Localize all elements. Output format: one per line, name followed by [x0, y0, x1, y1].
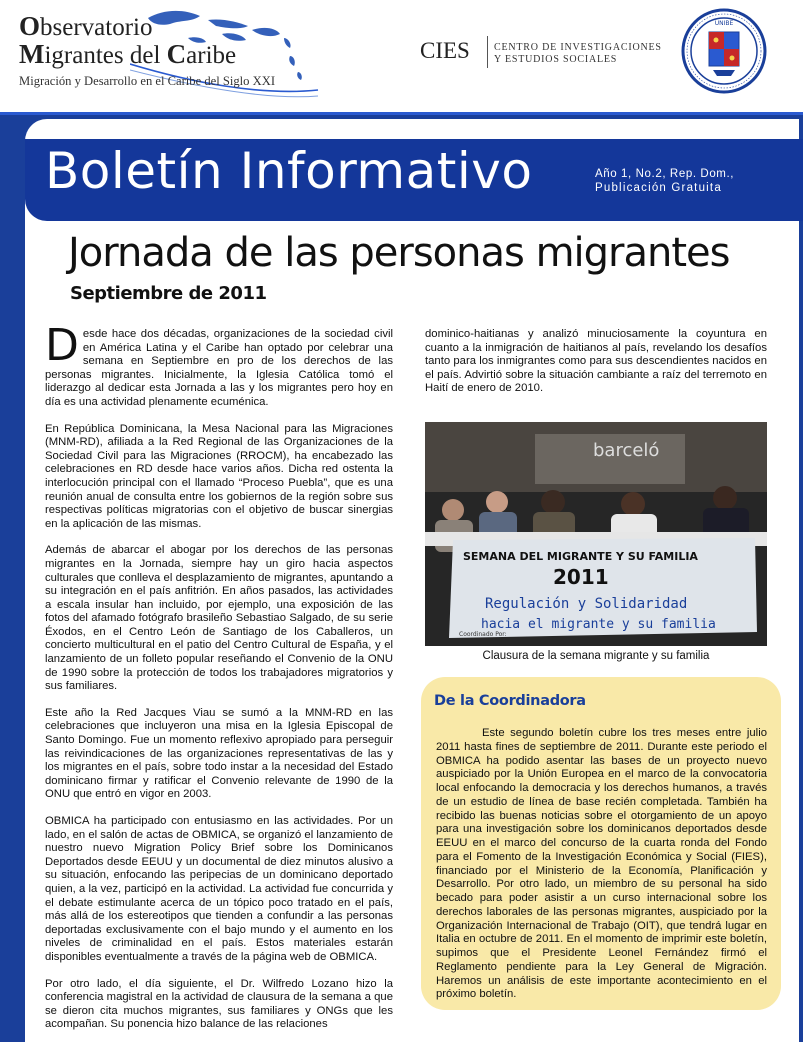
bulletin-free: Publicación Gratuita — [595, 182, 722, 194]
svg-text:UNIBE: UNIBE — [714, 20, 734, 27]
masthead — [0, 0, 803, 112]
paragraph-1: Desde hace dos décadas, organizaciones de la sociedad civil en América Latina y el Caribe han optado por celebrar una semana en Septiembre en pro de los derechos de las personas migrantes. Inicialmente, la Iglesia Católica tomó el liderazgo al dedicar esta Jornada a las y los migrantes pero hoy en día es una actividad plenamente ecuménica. — [45, 320, 393, 408]
photo-banner-small: Coordinado Por: — [459, 631, 507, 638]
photo-caption: Clausura de la semana migrante y su familia — [482, 650, 710, 662]
svg-text:barceló: barceló — [593, 440, 660, 461]
article-date: Septiembre de 2011 — [70, 283, 267, 304]
article-column-right — [425, 328, 767, 409]
paragraph-4: Este año la Red Jacques Viau se sumó a la MNM-RD en las celebraciones que incluyeron una misa en la Iglesia Episcopal de Santo Domingo. Fue un momento reflexivo apropiado para perseguir las reivindicaciones de las organizaciones representativas de las y los migrantes en el país, sobre todo instar a la necesidad del Estado dominicano firmar y ratificar el Convenio relevante de 1990 de la ONU que entró en vigor en 2003. — [45, 706, 393, 801]
paragraph-6-continued: dominico-haitianas y analizó minuciosamente la coyuntura en cuanto a la inmigración de haitianos al país, revelando los desafíos tanto para los inmigrantes como para sus descendientes nacidos en el país. Advirtió sobre la situación cambiante a raíz del terremoto en Haití de enero de 2010. — [425, 328, 767, 395]
frame-accent-line — [0, 112, 803, 115]
coordinator-text: Este segundo boletín cubre los tres meses entre julio 2011 hasta fines de septiembre de 2011. Durante este periodo el OBMICA ha podido asentar las bases de un proyecto nuevo auspiciado por la Unión Europea en el marco de la convocatoria local enfocando la democracia y los derechos humanos, a través de un estudio de línea de base recién completada. También ha recibido las buenas noticias sobre el otorgamiento de un apoyo para una investigación sobre los dominicanos deportados desde EEUU en el marco del concurso de la cuarta ronda del Fondo para el Fomento de la Investigación Económica y Social (FIES), financiado por el Ministerio de la Economía, Planificación y Desarrollo. Por otro lado, un miembro de su personal ha sido becado para poder asistir a un curso internacional sobre los derechos laborales de las personas migrantes, auspiciado por la Organización Internacional de Trabajo (OIT), que tendrá lugar en Italia en octubre de 2011. En el momento de imprimir este boletín, supimos que el Presidente Leonel Fernández firmó el Reglamento pendiente para la Ley General de Migración. Haremos un análisis de este importante acontecimiento en el próximo boletín. — [436, 727, 767, 1001]
photo-banner-line1: SEMANA DEL MIGRANTE Y SU FAMILIA — [463, 550, 698, 563]
observatory-subtitle: Migración y Desarrollo en el Caribe del Siglo XXI — [19, 74, 276, 88]
paragraph-3: Además de abarcar el abogar por los derechos de las personas migrantes en la Jornada, siempre hay un giro hacia aspectos culturales que conlleva el desplazamiento de migrantes, apuntando a su integración en el país anfitrión. En años pasados, las actividades a escala insular han incluido, por ejemplo, una exposición de las fotos del afamado fotógrafo brasileño Sebastiao Salgado, de su serie Éxodos, en el Centro León de Santiago de los Caballeros, un concierto multicultural en el patio del Centro Cultural de España, y el lanzamiento de un folleto popular reseñando el Convenio de la ONU de 1990 sobre la protección de todos los trabajadores migratorios y sus familiares. — [45, 544, 393, 693]
coordinator-title: De la Coordinadora — [434, 693, 586, 709]
cies-line1: CENTRO DE INVESTIGACIONES — [494, 42, 662, 53]
paragraph-2: En República Dominicana, la Mesa Nacional para las Migraciones (MNM-RD), afiliada a la Red Regional de las Organizaciones de la Sociedad Civil para las Migraciones (RROCM), ha encabezado las celebraciones en RD desde hace varios años. Dicha red ostenta la interlocución principal con el llamado “Proceso Puebla”, que es una reunión anual de consulta entre los gobiernos de la región sobre sus respectivas políticas migratorias con el objetivo de buscar sinergias en la aplicación de las mismas. — [45, 422, 393, 530]
photo-banner-line2: Regulación y Solidaridad — [485, 596, 688, 612]
observatory-title-line1: Observatorio — [19, 11, 153, 41]
observatory-title-line2: Migrantes del Caribe — [19, 39, 237, 69]
event-photo — [425, 422, 767, 646]
paragraph-5: OBMICA ha participado con entusiasmo en las actividades. Por un lado, en el salón de actas de OBMICA, se organizó el lanzamiento de nuestro nuevo Migration Policy Brief sobre los Dominicanos Deportados desde EEUU y un documental de diez minutos alusivo a su situación, enfocando las peripecias de un dominicano deportado quien, a la vez, participó en la actividad. La actividad fue concurrida y el debate estimulante acerca de un tópico poco tratado en el país, más allá de los estereotipos que tienden a confundir a las personas deportadas exclusivamente con el bajo mundo y el aumento en los niveles de criminalidad en el país. Estos materiales estarán disponibles eventualmente a través de la página web de OBMICA. — [45, 815, 393, 963]
photo-banner-line3: hacia el migrante y su familia — [481, 617, 716, 632]
university-seal — [681, 8, 767, 94]
bulletin-title: Boletín Informativo — [45, 142, 533, 200]
article-headline: Jornada de las personas migrantes — [68, 230, 730, 276]
cies-name: CIES — [420, 38, 470, 63]
article-column-left — [45, 320, 393, 1045]
drop-cap: D — [45, 320, 79, 371]
paragraph-6: Por otro lado, el día siguiente, el Dr. Wilfredo Lozano hizo la conferencia magistral en la actividad de clausura de la semana a que se dieron cita muchos migrantes, sus familiares y ONGs que les acompañan. Su ponencia hizo balance de las relaciones — [45, 977, 393, 1031]
bulletin-issue: Año 1, No.2, Rep. Dom., — [595, 168, 735, 180]
cies-divider — [487, 36, 488, 68]
cies-line2: Y ESTUDIOS SOCIALES — [494, 54, 618, 65]
photo-banner-year: 2011 — [553, 565, 609, 589]
